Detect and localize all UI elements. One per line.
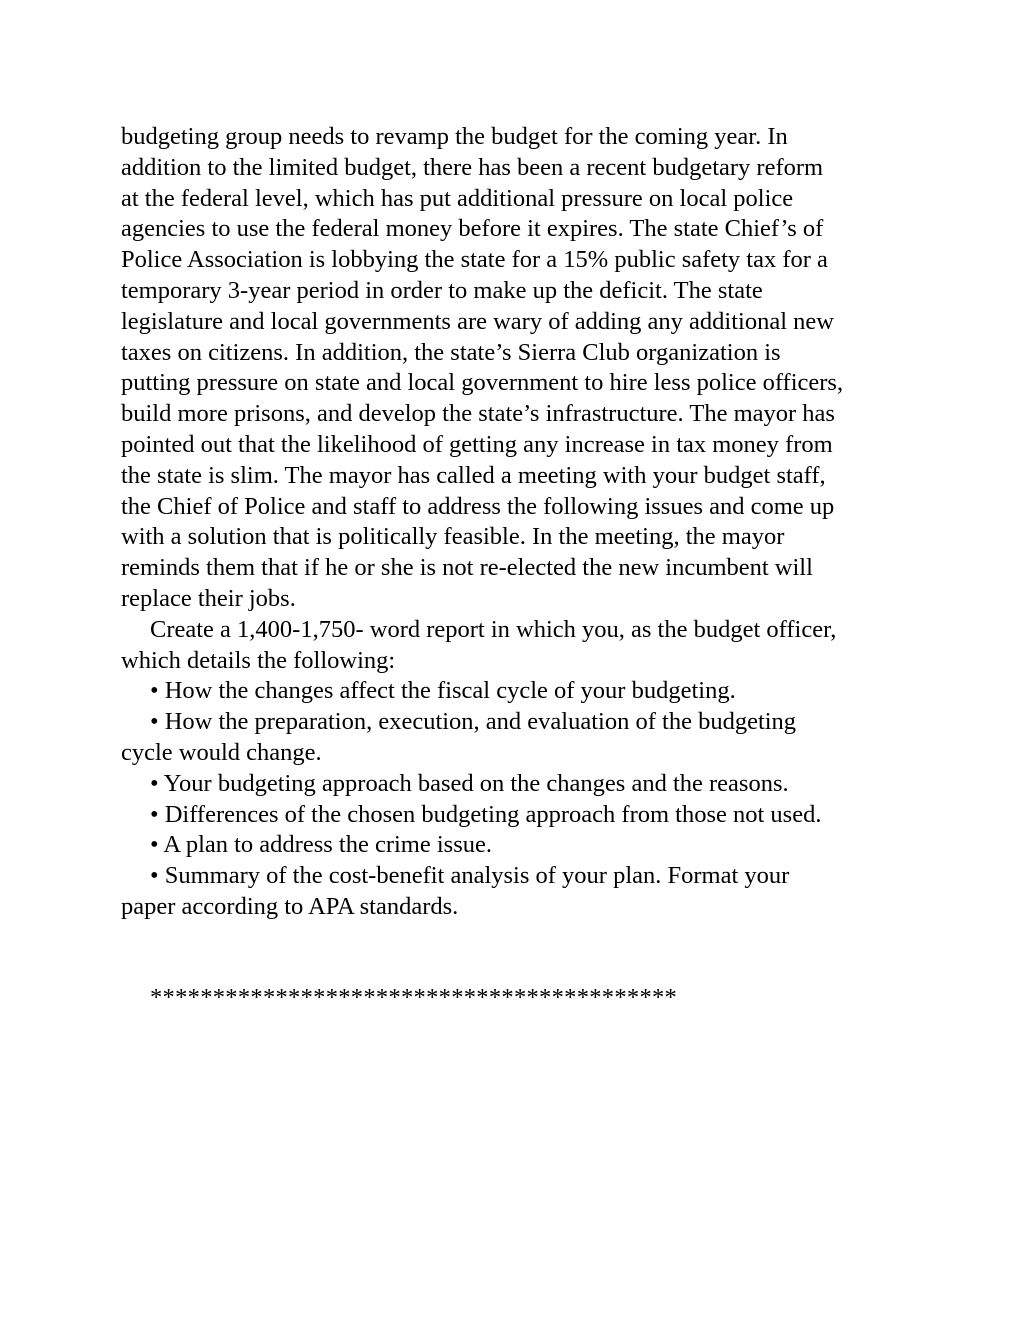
paragraph-line: reminds them that if he or she is not re-elected the new incumbent will — [121, 554, 813, 582]
bullet-item: • Your budgeting approach based on the changes and the reasons. — [150, 769, 789, 797]
paragraph-line: which details the following: — [121, 646, 396, 674]
paragraph-line: addition to the limited budget, there has been a recent budgetary reform — [121, 153, 824, 181]
bullet-item-continuation: paper according to APA standards. — [121, 892, 459, 920]
paragraph-line: build more prisons, and develop the state’s infrastructure. The mayor has — [121, 400, 835, 428]
asterisk-separator: ****************************************** — [150, 984, 678, 1011]
paragraph-line: putting pressure on state and local government to hire less police officers, — [121, 369, 844, 397]
bullet-item: • Summary of the cost-benefit analysis of your plan. Format your — [150, 862, 790, 890]
paragraph-line: legislature and local governments are wary of adding any additional new — [121, 307, 834, 335]
document-body — [121, 122, 921, 923]
paragraph-line: Police Association is lobbying the state for a 15% public safety tax for a — [121, 246, 828, 274]
paragraph-line: the state is slim. The mayor has called a meeting with your budget staff, — [121, 461, 826, 489]
bullet-item-continuation: cycle would change. — [121, 738, 322, 766]
paragraph-line: at the federal level, which has put additional pressure on local police — [121, 184, 794, 212]
bullet-item: • How the changes affect the fiscal cycle of your budgeting. — [150, 677, 736, 705]
paragraph-line: pointed out that the likelihood of getting any increase in tax money from — [121, 430, 833, 458]
paragraph-line: budgeting group needs to revamp the budget for the coming year. In — [121, 123, 788, 150]
paragraph-line: taxes on citizens. In addition, the state’s Sierra Club organization is — [121, 338, 781, 366]
paragraph-line: the Chief of Police and staff to address the following issues and come up — [121, 492, 835, 520]
paragraph-line: replace their jobs. — [121, 584, 296, 612]
bullet-item: • How the preparation, execution, and evaluation of the budgeting — [150, 708, 797, 736]
paragraph-line: Create a 1,400-1,750- word report in which you, as the budget officer, — [150, 615, 837, 643]
bullet-item: • A plan to address the crime issue. — [150, 831, 492, 859]
bullet-item: • Differences of the chosen budgeting approach from those not used. — [150, 800, 822, 828]
paragraph-line: with a solution that is politically feasible. In the meeting, the mayor — [121, 523, 785, 551]
paragraph-line: temporary 3-year period in order to make up the deficit. The state — [121, 276, 763, 304]
paragraph-line: agencies to use the federal money before it expires. The state Chief’s of — [121, 215, 824, 243]
